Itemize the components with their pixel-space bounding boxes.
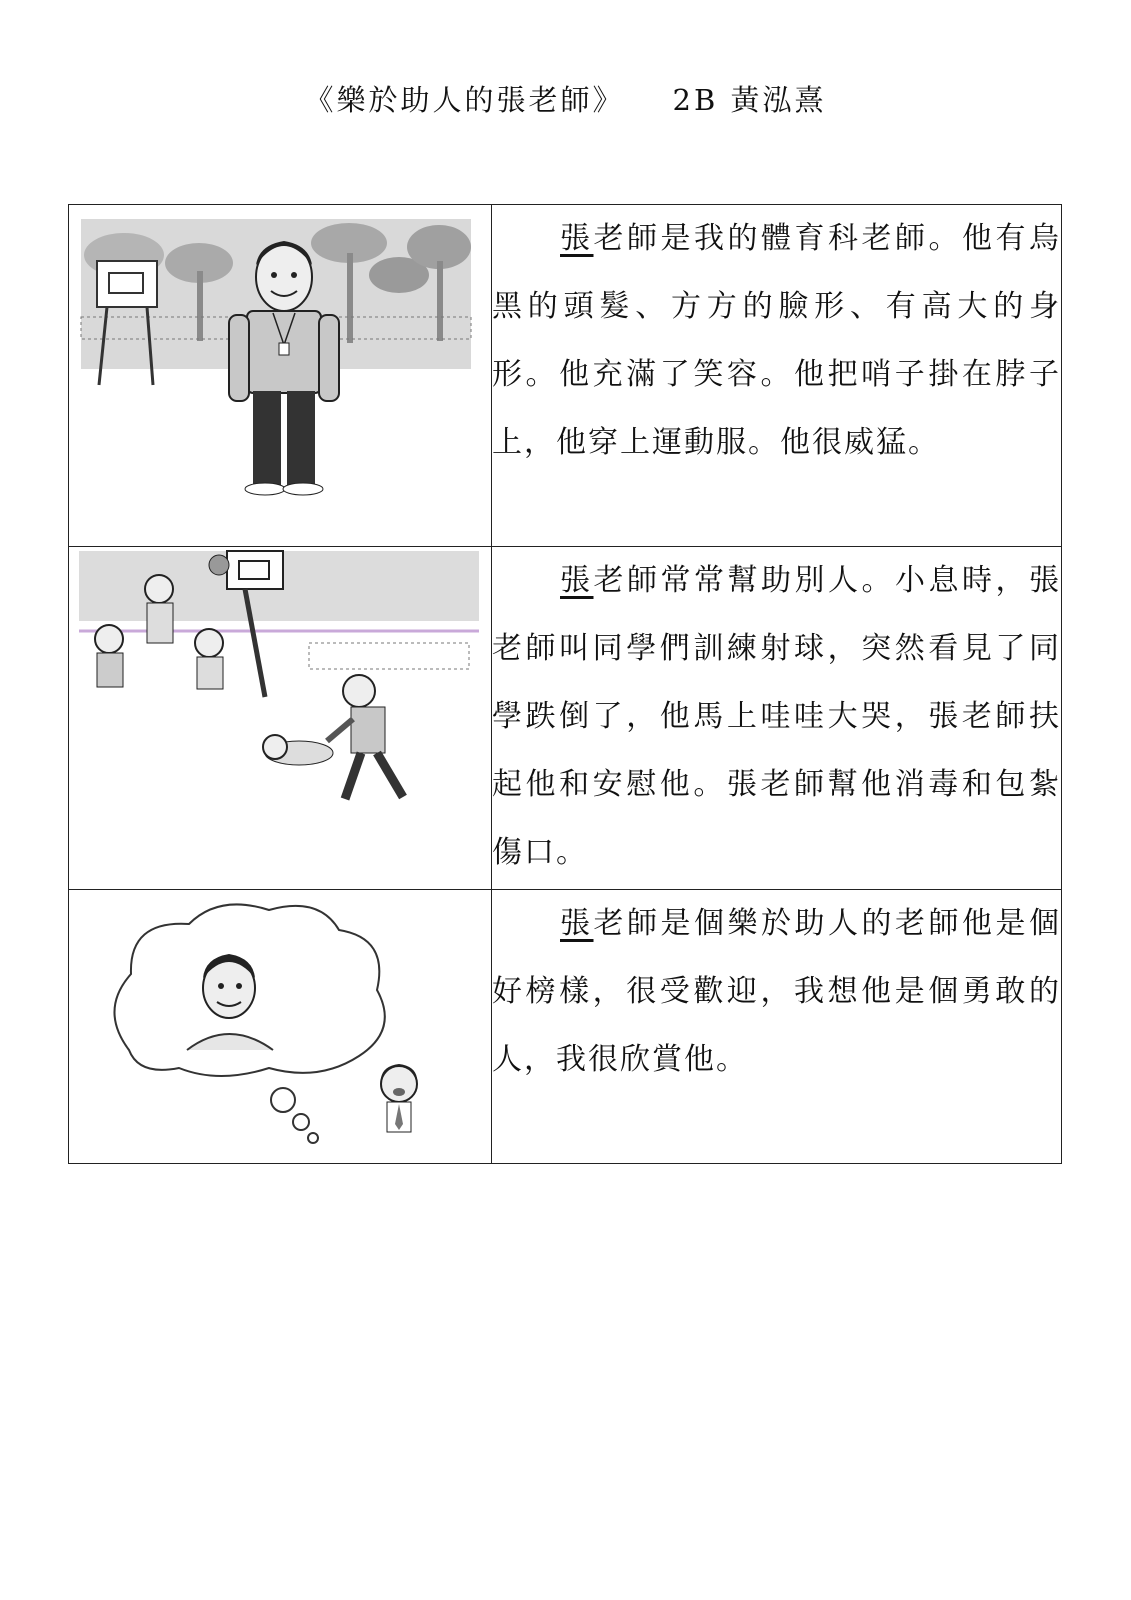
- illustration-cell-1: [69, 205, 492, 547]
- teacher-standing-illustration: [69, 205, 489, 505]
- teacher-surname: 張: [560, 563, 594, 598]
- page-title: [0, 78, 1131, 119]
- paragraph-text: 老師常常幫助別人。小息時，張老師叫同學們訓練射球，突然看見了同學跌倒了，他馬上哇哇大哭，張老師扶起他和安慰他。張老師幫他消毒和包紮傷口。: [492, 563, 1061, 870]
- story-text-cell-2: [492, 547, 1062, 890]
- thought-bubble-illustration: [69, 890, 489, 1160]
- illustration-cell-2: [69, 547, 492, 890]
- author-name: 黃泓熹: [730, 83, 827, 117]
- teacher-helping-illustration: [69, 547, 489, 827]
- story-row-1: [69, 205, 1062, 547]
- story-row-3: [69, 890, 1062, 1164]
- story-paragraph-3: [492, 890, 1061, 1094]
- paragraph-text: 老師是我的體育科老師。他有烏黑的頭髮、方方的臉形、有高大的身形。他充滿了笑容。他把哨子掛在脖子上，他穿上運動服。他很威猛。: [492, 221, 1061, 460]
- teacher-surname: 張: [560, 221, 594, 256]
- story-paragraph-2: [492, 547, 1061, 887]
- paragraph-text: 老師是個樂於助人的老師他是個好榜樣，很受歡迎，我想他是個勇敢的人，我很欣賞他。: [492, 906, 1061, 1077]
- teacher-surname: 張: [560, 906, 594, 941]
- story-table: [68, 204, 1062, 1164]
- story-text-cell-3: [492, 890, 1062, 1164]
- illustration-cell-3: [69, 890, 492, 1164]
- story-row-2: [69, 547, 1062, 890]
- essay-title: 《樂於助人的張老師》: [304, 83, 625, 117]
- story-text-cell-1: [492, 205, 1062, 547]
- class-code: 2B: [672, 83, 719, 117]
- story-paragraph-1: [492, 205, 1061, 477]
